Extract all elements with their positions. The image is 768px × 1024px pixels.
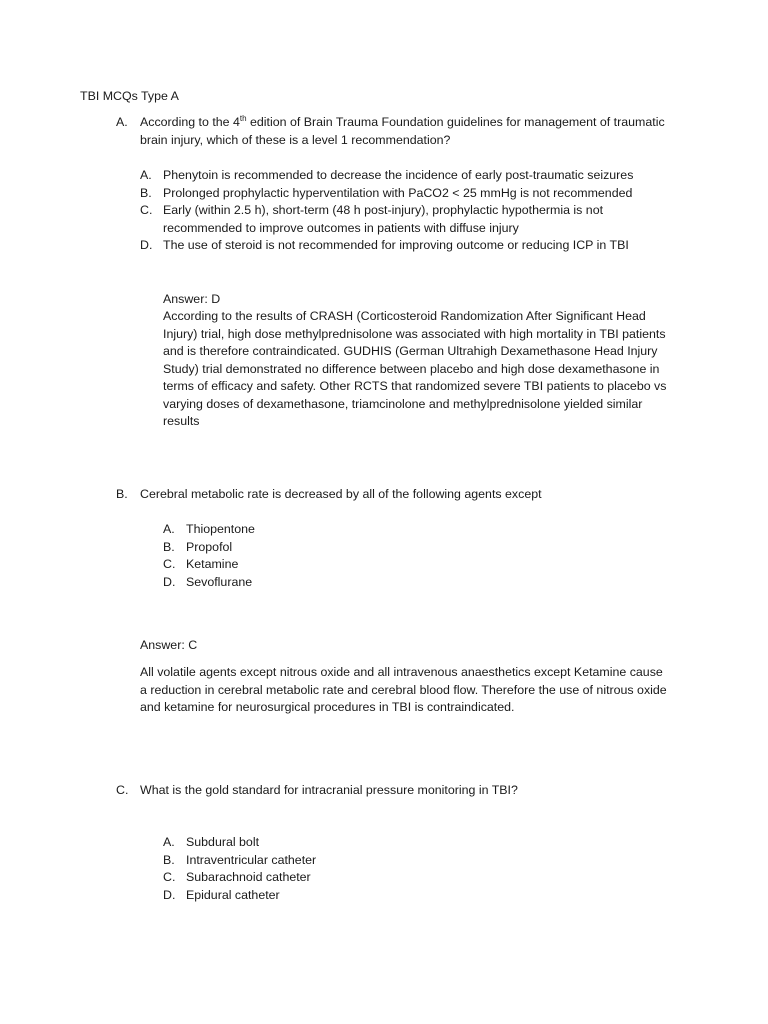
option-text: Epidural catheter xyxy=(186,887,280,902)
option-text: Prolonged prophylactic hyperventilation with PaCO2 < 25 mmHg is not recommended xyxy=(163,185,633,200)
option-letter: A. xyxy=(163,835,175,849)
question-text: Cerebral metabolic rate is decreased by all of the following agents except xyxy=(140,487,542,501)
option-text: Sevoflurane xyxy=(186,574,253,589)
document-title: TBI MCQs Type A xyxy=(80,89,179,103)
option-letter: B. xyxy=(140,185,152,200)
option-text: Subarachnoid catheter xyxy=(186,870,311,884)
option-letter: C. xyxy=(140,203,153,217)
answer-label: Answer: C xyxy=(140,638,198,652)
option-item xyxy=(163,852,463,870)
option-text: Subdural bolt xyxy=(186,835,260,849)
question-text: What is the gold standard for intracranial pressure monitoring in TBI? xyxy=(140,783,518,797)
option-letter: C. xyxy=(163,870,176,884)
option-text: Intraventricular catheter xyxy=(186,852,317,867)
option-item xyxy=(140,185,670,203)
option-text: Propofol xyxy=(186,539,233,554)
option-text: Ketamine xyxy=(186,557,239,571)
option-text: Phenytoin is recommended to decrease the incidence of early post-traumatic seizures xyxy=(163,168,634,182)
question-letter: B. xyxy=(116,487,128,501)
option-item xyxy=(163,521,463,539)
option-item xyxy=(163,539,463,557)
option-letter: A. xyxy=(163,522,175,536)
options-list-a xyxy=(140,167,670,255)
question-text-part: edition of Brain Trauma Foundation guidelines for management of traumatic brain injury, which of these is a level 1 recommendation? xyxy=(140,115,665,147)
option-text: Thiopentone xyxy=(186,522,255,536)
option-item xyxy=(140,167,670,185)
options-list-b xyxy=(163,521,463,591)
question-text-part: According to the 4 xyxy=(140,115,240,129)
question-b xyxy=(116,486,676,504)
options-list-c xyxy=(163,834,463,904)
option-text: Early (within 2.5 h), short-term (48 h post-injury), prophylactic hypothermia is not recommended to improve outcomes in patients with diffuse injury xyxy=(163,203,604,235)
option-letter: B. xyxy=(163,852,175,867)
answer-explanation: According to the results of CRASH (Corticosteroid Randomization After Significant Head Injury) trial, high dose methylprednisolone was associated with high mortality in TBI patients and is therefore contraindicated. GUDHIS (German Ultrahigh Dexamethasone Head Injury Study) trial demonstrated no difference between placebo and high dose dexamethasone in terms of efficacy and safety. Other RCTS that randomized severe TBI patients to placebo vs varying doses of dexamethasone, triamcinolone and methylprednisolone yielded similar results xyxy=(163,309,667,428)
answer-explanation: All volatile agents except nitrous oxide and all intravenous anaesthetics except Ketamine cause a reduction in cerebral metabolic rate and cerebral blood flow. Therefore the use of nitrous oxide and ketamine for neurosurgical procedures in TBI is contraindicated. xyxy=(140,665,667,714)
option-letter: A. xyxy=(140,168,152,182)
option-item xyxy=(163,834,463,852)
superscript: th xyxy=(239,113,247,123)
option-text: The use of steroid is not recommended for improving outcome or reducing ICP in TBI xyxy=(163,238,629,252)
option-letter: B. xyxy=(163,539,175,554)
option-item xyxy=(140,237,670,255)
question-c xyxy=(116,782,676,800)
question-letter: C. xyxy=(116,783,129,797)
option-letter: C. xyxy=(163,557,176,571)
question-letter: A. xyxy=(116,115,128,129)
option-item xyxy=(163,574,463,592)
option-item xyxy=(163,869,463,887)
option-letter: D. xyxy=(163,887,176,902)
option-item xyxy=(140,202,670,237)
question-a xyxy=(116,114,676,149)
option-item xyxy=(163,887,463,905)
option-letter: D. xyxy=(163,574,176,589)
option-item xyxy=(163,556,463,574)
answer-label: Answer: D xyxy=(163,292,221,306)
question-text xyxy=(140,114,676,149)
option-letter: D. xyxy=(140,238,153,252)
